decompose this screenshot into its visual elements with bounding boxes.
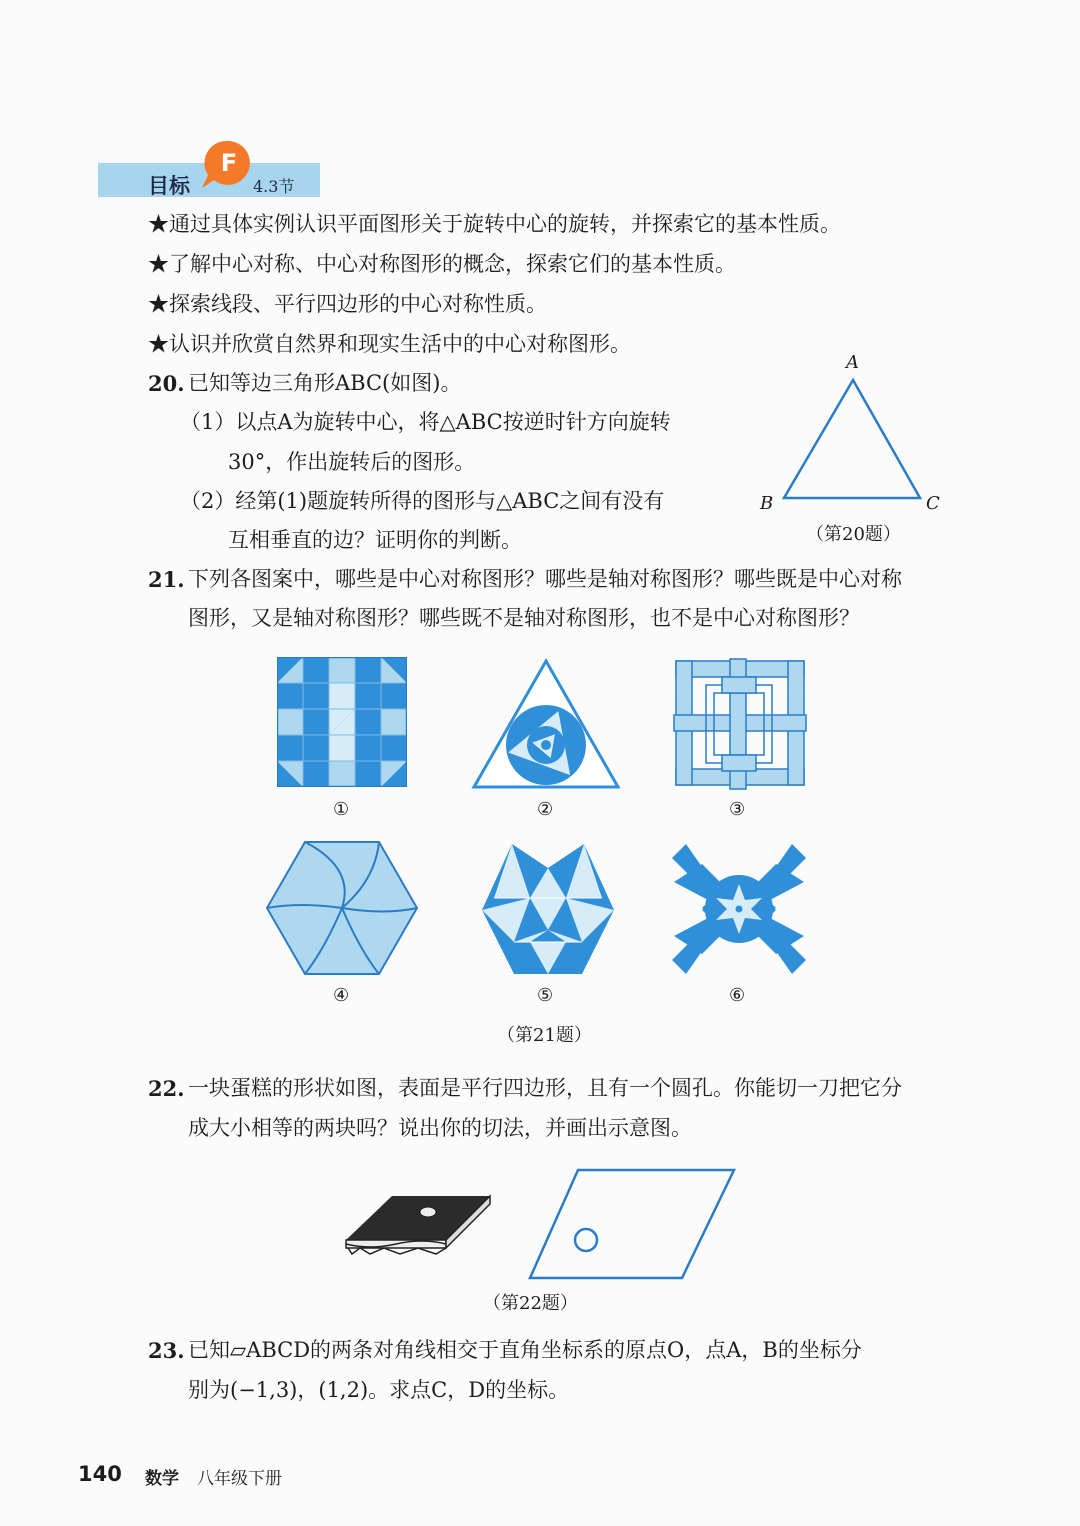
q20-number: 20. — [148, 371, 185, 396]
objective-1: ★通过具体实例认识平面图形关于旋转中心的旋转，并探索它的基本性质。 — [148, 212, 841, 236]
q22-line1: 一块蛋糕的形状如图，表面是平行四边形，且有一个圆孔。你能切一刀把它分 — [188, 1076, 902, 1100]
cake-illustration — [340, 1188, 496, 1258]
q20-stem: 已知等边三角形ABC(如图)。 — [188, 371, 462, 395]
label-c: C — [926, 493, 940, 514]
q22-caption: （第22题） — [483, 1293, 578, 1314]
q20-part2-line2: 互相垂直的边？证明你的判断。 — [228, 528, 522, 552]
objective-4: ★认识并欣赏自然界和现实生活中的中心对称图形。 — [148, 332, 631, 356]
figure-5-star-pentagon — [474, 842, 622, 976]
objective-2: ★了解中心对称、中心对称图形的概念，探索它们的基本性质。 — [148, 252, 736, 276]
label-b: B — [760, 493, 774, 514]
q20-part1-line1: （1）以点A为旋转中心，将△ABC按逆时针方向旋转 — [180, 410, 671, 434]
q23-number: 23. — [148, 1338, 185, 1363]
figure-3-label: ③ — [729, 799, 746, 820]
q20-part2-line1: （2）经第(1)题旋转所得的图形与△ABC之间有没有 — [180, 489, 665, 513]
figure-1-label: ① — [333, 799, 350, 820]
figure-1-square-pattern — [277, 657, 407, 787]
figure-2-triangle-circle — [470, 657, 622, 792]
footer-subject: 数学 — [145, 1469, 179, 1489]
badge-letter: F — [220, 149, 238, 177]
goal-title: 目标 — [148, 174, 190, 198]
footer-grade: 八年级下册 — [197, 1469, 282, 1489]
label-a: A — [846, 352, 859, 373]
q20-part1-line2: 30°，作出旋转后的图形。 — [228, 450, 476, 474]
q21-number: 21. — [148, 567, 185, 592]
q21-line2: 图形，又是轴对称图形？哪些既不是轴对称图形，也不是中心对称图形？ — [188, 606, 860, 630]
figure-4-hexagon-pinwheel — [265, 840, 419, 976]
q23-line2: 别为(−1,3)，(1,2)。求点C，D的坐标。 — [188, 1378, 570, 1402]
q22-number: 22. — [148, 1076, 185, 1101]
figure-6-four-armed-cross — [672, 842, 806, 976]
q21-line1: 下列各图案中，哪些是中心对称图形？哪些是轴对称图形？哪些既是中心对称 — [188, 567, 902, 591]
objective-3: ★探索线段、平行四边形的中心对称性质。 — [148, 292, 547, 316]
figure-3-woven-frame — [672, 657, 808, 791]
q21-caption: （第21题） — [497, 1025, 592, 1046]
q20-caption: （第20题） — [806, 524, 901, 545]
q22-line2: 成大小相等的两块吗？说出你的切法，并画出示意图。 — [188, 1116, 692, 1140]
badge-bubble-icon — [200, 138, 252, 190]
q23-line1: 已知▱ABCD的两条对角线相交于直角坐标系的原点O，点A，B的坐标分 — [188, 1338, 862, 1362]
parallelogram-with-hole — [526, 1166, 738, 1282]
figure-5-label: ⑤ — [537, 985, 554, 1006]
page-number: 140 — [78, 1462, 122, 1486]
figure-4-label: ④ — [333, 985, 350, 1006]
figure-2-label: ② — [537, 799, 554, 820]
q20-triangle-figure — [760, 350, 960, 515]
figure-6-label: ⑥ — [729, 985, 746, 1006]
goal-section: 4.3节 — [253, 177, 295, 196]
